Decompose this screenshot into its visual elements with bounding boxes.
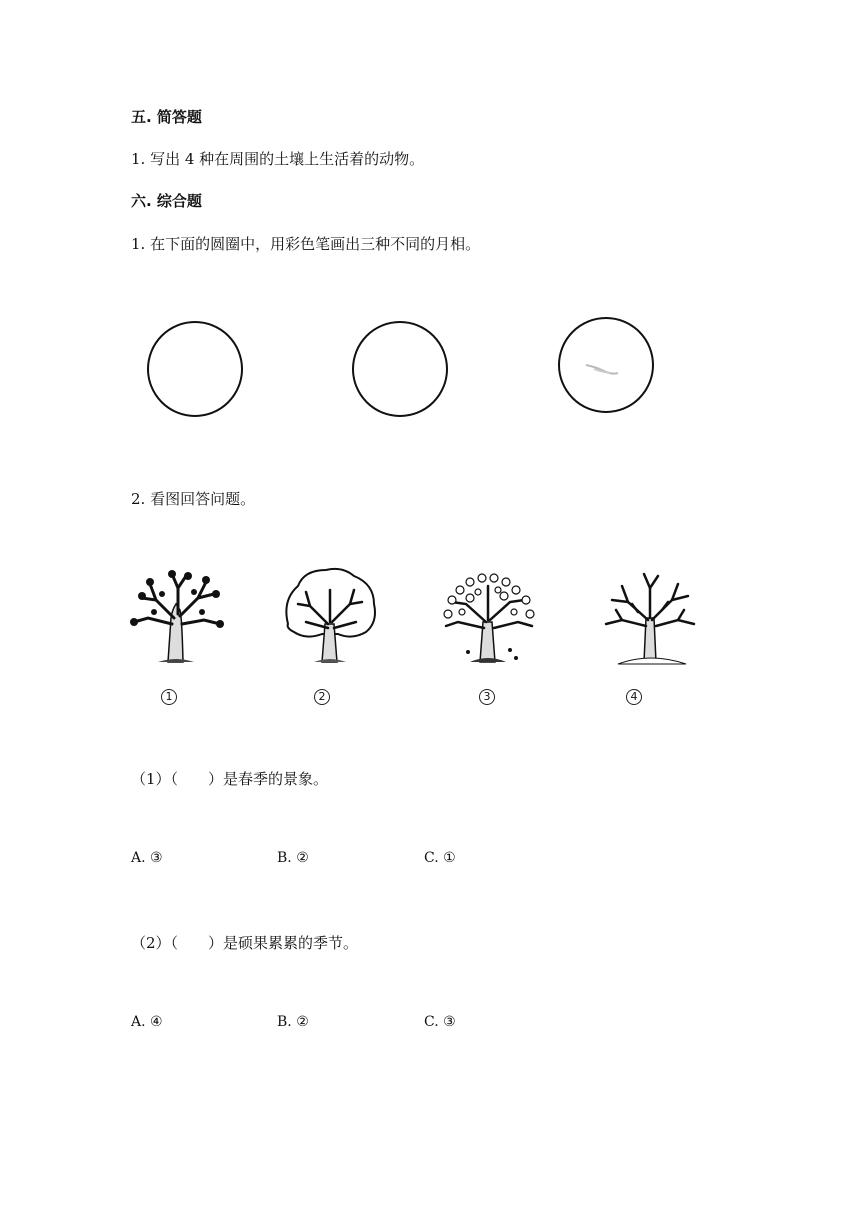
tree-label-2: 2 xyxy=(314,689,330,705)
moon-circle-3 xyxy=(558,317,654,413)
option-2-b: B. ② xyxy=(277,1014,309,1030)
option-2-c: C. ③ xyxy=(424,1014,456,1030)
tree-label-4: 4 xyxy=(626,689,642,705)
question-6-1: 1. 在下面的圆圈中，用彩色笔画出三种不同的月相。 xyxy=(131,235,481,253)
option-1-b: B. ② xyxy=(277,850,309,866)
section-heading-6: 六. 综合题 xyxy=(131,192,202,210)
question-6-2: 2. 看图回答问题。 xyxy=(131,490,256,508)
sub-question-2: （2）（ ）是硕果累累的季节。 xyxy=(131,934,359,952)
tree-label-3: 3 xyxy=(479,689,495,705)
section-heading-5: 五. 简答题 xyxy=(131,108,202,126)
tree-label-1: 1 xyxy=(161,689,177,705)
option-1-c: C. ① xyxy=(424,850,456,866)
moon-circle-2 xyxy=(352,321,448,417)
tree-2-summer-icon xyxy=(282,566,378,666)
moon-circle-1 xyxy=(147,321,243,417)
sub-question-1: （1）（ ）是春季的景象。 xyxy=(131,770,329,788)
question-5-1: 1. 写出 4 种在周围的土壤上生活着的动物。 xyxy=(131,150,425,168)
tree-1-spring-icon xyxy=(128,568,224,664)
option-2-a: A. ④ xyxy=(131,1014,163,1030)
smudge-mark xyxy=(558,317,654,413)
tree-4-winter-icon xyxy=(602,568,698,668)
tree-3-autumn-icon xyxy=(440,568,536,668)
option-1-a: A. ③ xyxy=(131,850,163,866)
